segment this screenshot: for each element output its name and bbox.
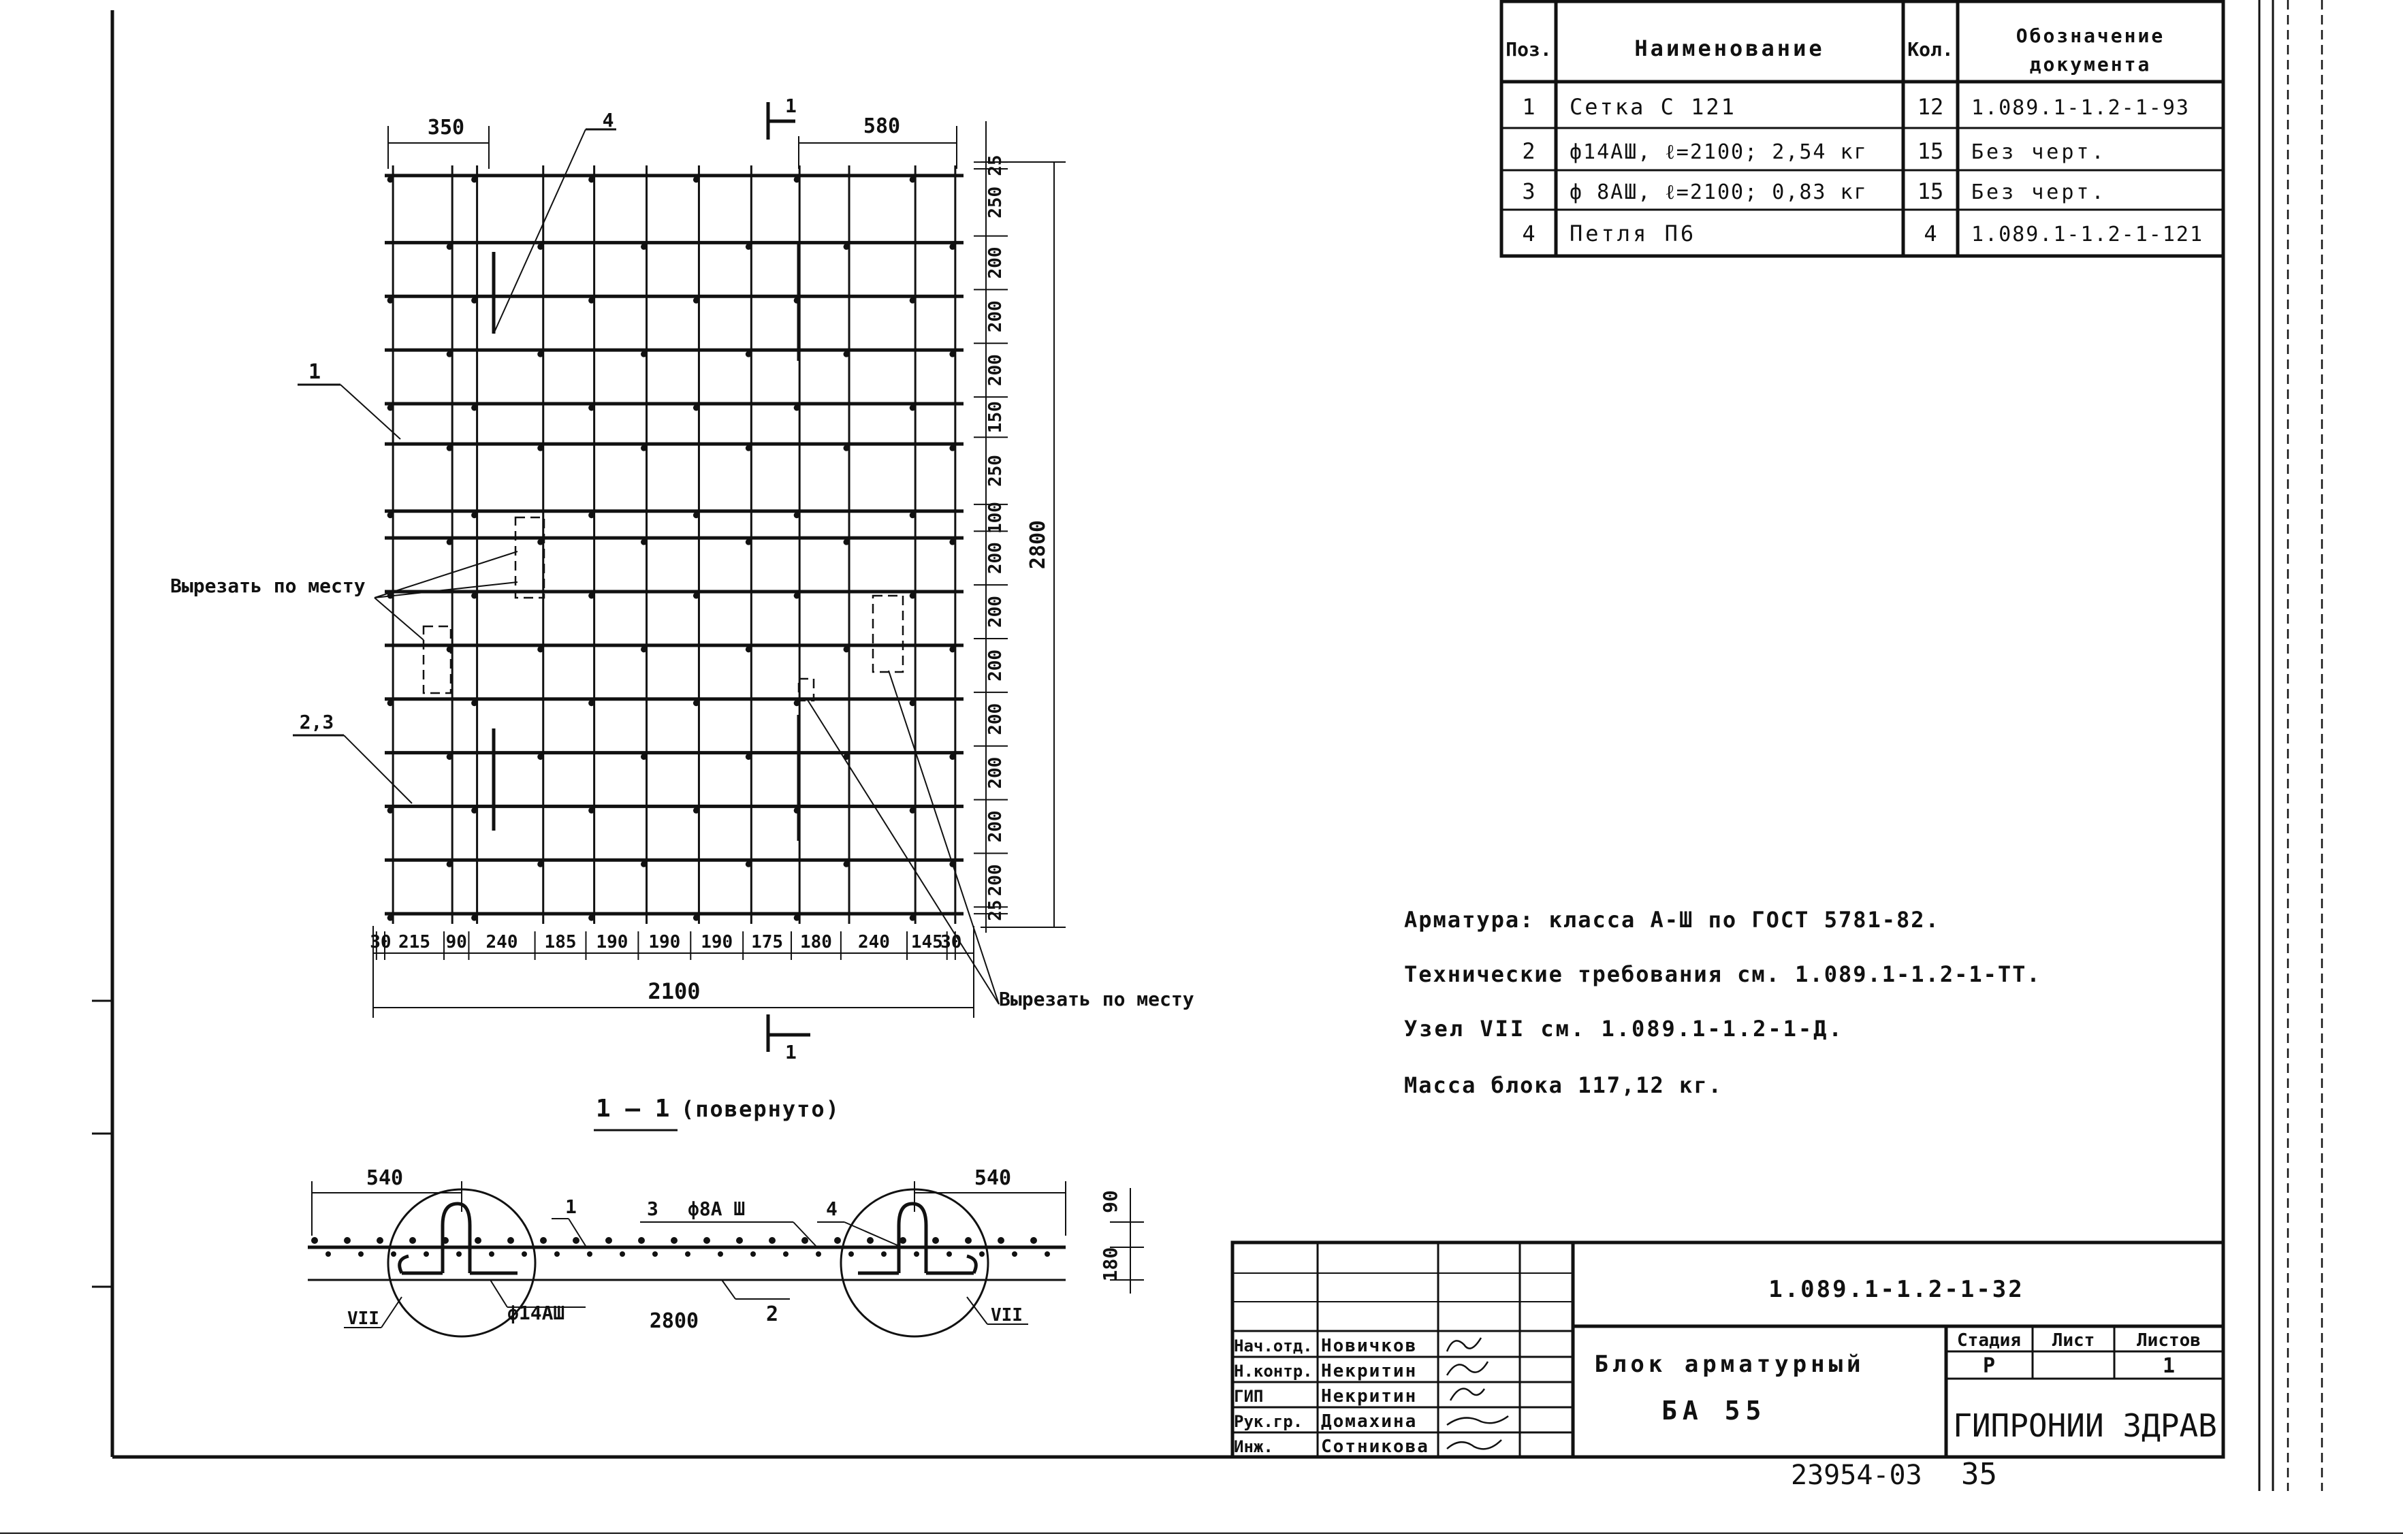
loop-shape <box>400 1204 518 1273</box>
mesh-node <box>641 244 647 250</box>
bottom-dim-label: 185 <box>544 932 577 952</box>
section-node <box>801 1237 808 1244</box>
section-node <box>914 1251 919 1257</box>
mesh-node <box>910 593 916 599</box>
mesh-node <box>794 915 800 921</box>
section-node <box>750 1251 756 1257</box>
mesh-node <box>910 807 916 814</box>
bottom-dim-label: 215 <box>398 932 430 952</box>
spec-row-name: Сетка С 121 <box>1570 94 1736 120</box>
spec-row-qty: 4 <box>1924 221 1937 246</box>
note-line: Технические требования см. 1.089.1-1.2-1-ТТ. <box>1404 961 2041 987</box>
role-label: Инж. <box>1234 1437 1273 1456</box>
bottom-dim-label: 30 <box>940 932 962 952</box>
spec-row-name: ф 8АШ, ℓ=2100; 0,83 кг <box>1570 180 1868 204</box>
leader-label-1: 1 <box>308 360 321 384</box>
section-node <box>489 1251 494 1257</box>
section-node <box>522 1251 527 1257</box>
mesh-node <box>641 539 647 545</box>
section-node <box>1012 1251 1017 1257</box>
mesh-node <box>588 915 594 921</box>
spec-row-doc: Без черт. <box>1971 180 2107 204</box>
mesh-node <box>693 405 699 411</box>
mesh-node <box>641 754 647 760</box>
mesh-node <box>794 176 800 182</box>
cut-label-right: Вырезать по месту <box>999 988 1194 1010</box>
right-dim-label: 200 <box>985 300 1006 333</box>
mesh-node <box>949 244 955 250</box>
overall-width: 2100 <box>648 978 701 1004</box>
spec-row-doc: Без черт. <box>1971 140 2107 164</box>
section-node <box>769 1237 776 1244</box>
general-notes <box>1404 907 2041 1098</box>
title-block <box>1232 1242 2223 1457</box>
mesh-node <box>471 176 477 182</box>
mesh-node <box>746 754 752 760</box>
mesh-node <box>471 298 477 304</box>
mesh-node <box>537 754 543 760</box>
spec-row-qty: 15 <box>1917 138 1944 164</box>
right-dim-label: 200 <box>985 649 1006 681</box>
spec-header-qty: Кол. <box>1907 38 1954 61</box>
spec-row-doc: 1.089.1-1.2-1-121 <box>1971 223 2204 246</box>
mesh-node <box>537 539 543 545</box>
section-length: 2800 <box>649 1309 699 1333</box>
page-number: 35 <box>1961 1457 1997 1492</box>
section-node <box>344 1237 351 1244</box>
mesh-node <box>910 512 916 518</box>
mesh-node <box>746 861 752 867</box>
section-node <box>848 1251 854 1257</box>
section-node <box>998 1237 1004 1244</box>
mesh-node <box>588 807 594 814</box>
bottom-dim-label: 190 <box>596 932 628 952</box>
section-node <box>358 1251 364 1257</box>
role-label: Н.контр. <box>1234 1362 1313 1381</box>
spec-header-pos: Поз. <box>1506 38 1552 61</box>
mesh-node <box>641 861 647 867</box>
mesh-node <box>693 593 699 599</box>
mesh-node <box>844 445 850 451</box>
cut-out-outline <box>873 596 903 672</box>
section-node <box>605 1237 612 1244</box>
section-node <box>424 1251 429 1257</box>
sheet-header: Лист <box>2052 1330 2095 1351</box>
signature <box>1447 1362 1488 1375</box>
spec-row-pos: 1 <box>1522 94 1535 120</box>
specification-table <box>1501 1 2223 256</box>
node-left: VII <box>347 1309 379 1329</box>
mesh-node <box>949 445 955 451</box>
section-node <box>311 1237 318 1244</box>
section-node <box>587 1251 592 1257</box>
section-node <box>946 1251 952 1257</box>
mesh-node <box>746 351 752 357</box>
cut-out-outline <box>799 679 814 701</box>
mesh-node <box>387 512 394 518</box>
right-dim-label: 250 <box>985 186 1006 219</box>
sheets-value: 1 <box>2162 1354 2176 1378</box>
section-1-1 <box>308 1095 1144 1336</box>
dim-350: 350 <box>427 116 465 140</box>
section-node <box>325 1251 331 1257</box>
mesh-node <box>447 445 453 451</box>
section-node <box>377 1237 383 1244</box>
dim-90: 90 <box>1099 1190 1121 1213</box>
spec-row <box>1522 138 2106 164</box>
mesh-node <box>447 646 453 652</box>
role-name: Сотникова <box>1321 1437 1429 1457</box>
doc-code: 1.089.1-1.2-1-32 <box>1768 1276 2024 1303</box>
mesh-node <box>794 593 800 599</box>
dim-540-left: 540 <box>366 1166 404 1190</box>
mesh-node <box>537 244 543 250</box>
signature <box>1447 1338 1481 1351</box>
right-dim-label: 250 <box>985 455 1006 487</box>
dim-180: 180 <box>1099 1247 1121 1282</box>
mesh-node <box>447 861 453 867</box>
role-name: Некритин <box>1321 1361 1418 1381</box>
mesh-node <box>746 244 752 250</box>
mesh-node <box>844 244 850 250</box>
mesh-node <box>447 754 453 760</box>
right-dim-label: 200 <box>985 354 1006 387</box>
mesh-node <box>447 244 453 250</box>
mesh-node <box>844 351 850 357</box>
section-node <box>736 1237 743 1244</box>
mesh-node <box>447 351 453 357</box>
right-dim-label: 200 <box>985 246 1006 279</box>
mesh-node <box>949 351 955 357</box>
right-dims <box>974 155 1008 920</box>
mesh-node <box>693 176 699 182</box>
section-node <box>456 1251 462 1257</box>
mesh-node <box>537 646 543 652</box>
mesh-node <box>693 700 699 706</box>
section-node <box>652 1251 658 1257</box>
mesh-node <box>910 700 916 706</box>
note-line: Узел VII см. 1.089.1-1.2-1-Д. <box>1404 1016 1844 1042</box>
spec-row-qty: 12 <box>1917 94 1944 120</box>
mesh-node <box>387 298 394 304</box>
mesh-node <box>537 861 543 867</box>
section-node <box>391 1251 396 1257</box>
section-title-note: (повернуто) <box>681 1096 840 1122</box>
section-node <box>685 1251 690 1257</box>
section-node <box>671 1237 678 1244</box>
section-node <box>507 1237 514 1244</box>
mesh-node <box>471 915 477 921</box>
section-node <box>1030 1237 1037 1244</box>
section-node <box>638 1237 645 1244</box>
section-node <box>1045 1251 1050 1257</box>
note-line: Арматура: класса А-Ш по ГОСТ 5781-82. <box>1404 907 1940 933</box>
signature <box>1447 1440 1501 1449</box>
role-label: Нач.отд. <box>1234 1336 1313 1355</box>
cut-out-outline <box>424 626 451 693</box>
mesh-dots <box>387 176 956 920</box>
mesh-node <box>387 176 394 182</box>
section-leader-3-label: ф8А Ш <box>688 1198 746 1220</box>
bottom-dim-label: 145 <box>910 932 943 952</box>
section-label-14: ф14АШ <box>507 1302 565 1324</box>
section-node <box>718 1251 723 1257</box>
mesh-node <box>949 539 955 545</box>
mesh-node <box>910 405 916 411</box>
mesh-node <box>471 700 477 706</box>
bottom-dim-label: 90 <box>445 932 467 952</box>
mesh-node <box>641 351 647 357</box>
cut-label-left: Вырезать по месту <box>170 575 366 597</box>
mesh-node <box>387 807 394 814</box>
right-dim-label: 25 <box>985 899 1006 921</box>
right-dim-label: 200 <box>985 864 1006 897</box>
signature <box>1447 1416 1508 1425</box>
role-label: ГИП <box>1234 1387 1264 1406</box>
bottom-dim-label: 190 <box>648 932 681 952</box>
stage-value: Р <box>1982 1354 1996 1378</box>
right-dim-label: 200 <box>985 756 1006 789</box>
section-node <box>816 1251 821 1257</box>
bottom-dim-label: 175 <box>751 932 784 952</box>
mesh-plan-view <box>170 95 1194 1063</box>
spec-header-name: Наименование <box>1634 35 1825 61</box>
drawing-title-1: Блок арматурный <box>1594 1351 1865 1378</box>
section-node <box>475 1237 481 1244</box>
mesh-node <box>537 445 543 451</box>
spec-row-qty: 15 <box>1917 178 1944 204</box>
mesh-node <box>693 298 699 304</box>
section-node <box>867 1237 874 1244</box>
section-leader-1: 1 <box>565 1196 577 1218</box>
mesh-node <box>746 445 752 451</box>
right-dim-label: 150 <box>985 401 1006 434</box>
section-title: 1 — 1 <box>596 1095 670 1123</box>
mesh-node <box>588 405 594 411</box>
node-right: VII <box>991 1305 1023 1326</box>
mesh-node <box>693 807 699 814</box>
leader-label-4: 4 <box>602 109 614 131</box>
mesh-node <box>387 405 394 411</box>
leader-label-23: 2,3 <box>299 711 334 733</box>
archive-number: 23954-03 <box>1791 1460 1922 1491</box>
bottom-dim-label: 190 <box>701 932 733 952</box>
bottom-dims <box>370 931 961 960</box>
section-node <box>554 1251 560 1257</box>
role-name: Домахина <box>1321 1411 1418 1432</box>
right-dim-label: 200 <box>985 703 1006 735</box>
signature <box>1450 1389 1484 1400</box>
overall-height: 2800 <box>1026 519 1050 570</box>
bottom-dim-label: 30 <box>370 932 392 952</box>
role-name: Новичков <box>1321 1336 1418 1356</box>
section-node <box>703 1237 710 1244</box>
loop-shape <box>858 1204 976 1273</box>
right-dim-label: 200 <box>985 542 1006 575</box>
bottom-dim-label: 180 <box>799 932 832 952</box>
role-label: Рук.гр. <box>1234 1412 1303 1431</box>
mesh-node <box>794 405 800 411</box>
mesh-node <box>588 512 594 518</box>
mesh-node <box>693 512 699 518</box>
mesh-node <box>641 646 647 652</box>
spec-row <box>1522 221 2203 246</box>
mesh-node <box>588 593 594 599</box>
section-mark-bottom: 1 <box>785 1041 797 1063</box>
section-node <box>979 1251 985 1257</box>
section-leader-4: 4 <box>826 1198 838 1220</box>
spec-header-doc-2: документа <box>2029 53 2152 76</box>
section-node <box>573 1237 579 1244</box>
section-node <box>540 1237 547 1244</box>
mesh-node <box>641 445 647 451</box>
mesh-node <box>910 176 916 182</box>
mesh-node <box>387 700 394 706</box>
sheets-header: Листов <box>2137 1330 2201 1351</box>
mesh-node <box>588 176 594 182</box>
mesh-node <box>471 512 477 518</box>
dim-540-right: 540 <box>974 1166 1012 1190</box>
mesh-node <box>537 351 543 357</box>
spec-row-doc: 1.089.1-1.2-1-93 <box>1971 96 2190 120</box>
spec-row-name: ф14АШ, ℓ=2100; 2,54 кг <box>1570 140 1868 164</box>
section-node <box>932 1237 939 1244</box>
mesh-node <box>844 539 850 545</box>
spec-row-pos: 2 <box>1522 138 1535 164</box>
spec-header-doc-1: Обозначение <box>2016 25 2165 47</box>
spec-row-pos: 4 <box>1522 221 1535 246</box>
organization: ГИПРОНИИ ЗДРАВ <box>1953 1407 2217 1444</box>
spec-row <box>1522 178 2106 204</box>
section-mark-top: 1 <box>785 95 797 117</box>
spec-row <box>1522 94 2190 120</box>
section-leader-3: 3 <box>647 1198 658 1220</box>
cut-out-outline <box>515 517 544 598</box>
note-line: Масса блока 117,12 кг. <box>1404 1072 1723 1098</box>
dim-580: 580 <box>863 114 901 138</box>
right-dim-label: 100 <box>985 502 1006 534</box>
section-node <box>881 1251 887 1257</box>
right-dim-label: 200 <box>985 596 1006 628</box>
section-node <box>834 1237 841 1244</box>
section-node <box>965 1237 972 1244</box>
spec-row-pos: 3 <box>1522 178 1535 204</box>
mesh-node <box>794 512 800 518</box>
mesh-node <box>949 646 955 652</box>
mesh-node <box>447 539 453 545</box>
mesh-node <box>588 700 594 706</box>
mesh-node <box>844 861 850 867</box>
spec-row-name: Петля П6 <box>1570 221 1697 246</box>
mesh-node <box>910 915 916 921</box>
mesh-node <box>746 646 752 652</box>
stage-header: Стадия <box>1957 1330 2021 1351</box>
mesh-node <box>844 646 850 652</box>
section-node <box>620 1251 625 1257</box>
mesh-node <box>910 298 916 304</box>
mesh-node <box>471 405 477 411</box>
right-dim-label: 25 <box>985 155 1006 176</box>
mesh-node <box>588 298 594 304</box>
bottom-dim-label: 240 <box>486 932 518 952</box>
mesh-node <box>471 593 477 599</box>
mesh-node <box>949 754 955 760</box>
drawing-title-2: БА 55 <box>1661 1396 1767 1426</box>
mesh-node <box>471 807 477 814</box>
section-leader-2: 2 <box>766 1302 779 1326</box>
section-node <box>409 1237 416 1244</box>
mesh-node <box>746 539 752 545</box>
bottom-dim-label: 240 <box>857 932 890 952</box>
mesh-node <box>387 915 394 921</box>
section-node <box>783 1251 789 1257</box>
role-name: Некритин <box>1321 1386 1418 1407</box>
mesh-node <box>693 915 699 921</box>
right-dim-label: 200 <box>985 810 1006 843</box>
